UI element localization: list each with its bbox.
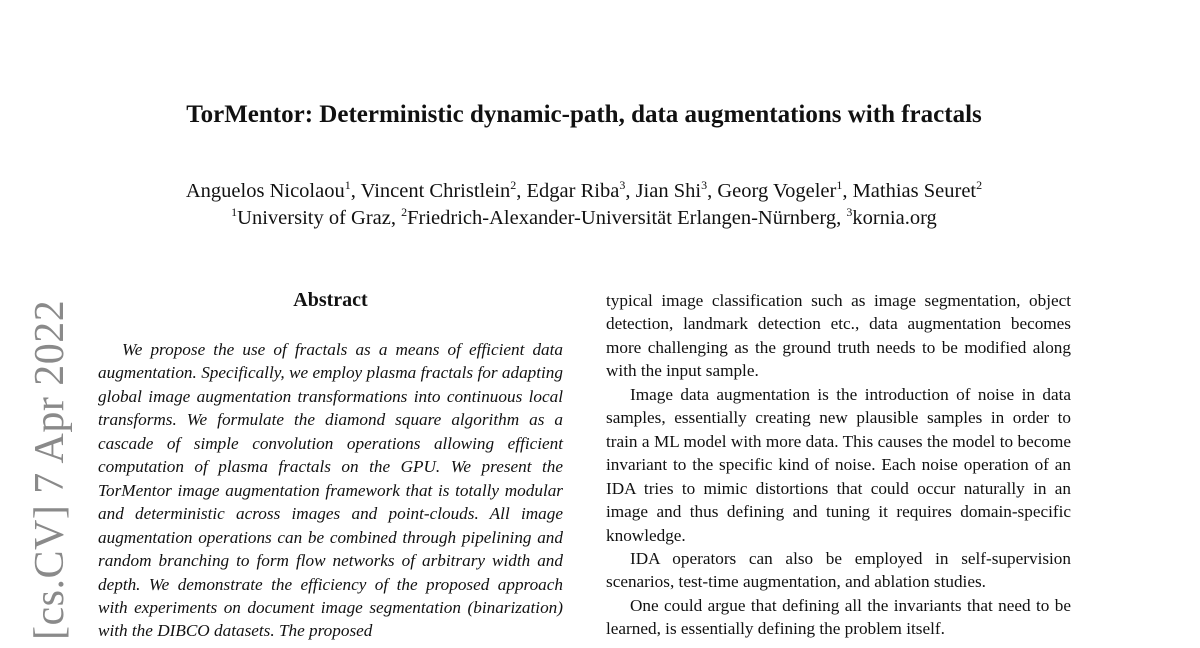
affiliation-mark: 2 bbox=[401, 205, 408, 220]
abstract-body: We propose the use of fractals as a means of efficient data augmentation. Specifically, we employ plasma fractals for adapting global image augmentation transformations into continuous local transforms. We formulate the diamond square algorithm as a cascade of simple convolution operations allowing efficient computation of plasma fractals on the GPU. We present the TorMentor image augmentation framework that is totally modular and deterministic across images and point-clouds. All image augmentation operations can be combined through pipelining and random branching to form flow networks of arbitrary width and depth. We demonstrate the efficiency of the proposed approach with experiments on document image segmentation (binarization) with the DIBCO datasets. The proposed bbox=[98, 340, 563, 641]
affiliation-name: Friedrich-Alexander-Universität Erlangen-Nürnberg bbox=[407, 207, 837, 229]
right-column bbox=[606, 289, 1071, 641]
author-name: Georg Vogeler bbox=[717, 180, 837, 202]
body-paragraph: One could argue that defining all the invariants that need to be learned, is essentially defining the problem itself. bbox=[606, 595, 1071, 639]
author-name: Edgar Riba bbox=[526, 180, 620, 202]
author-name: Vincent Christlein bbox=[360, 180, 511, 202]
affiliation-list: $^1$University of Graz, $^2$Friedrich-Alexander-Universität Erlangen-Nürnberg, $^3$kornia.org bbox=[231, 205, 937, 229]
author-name: Mathias Seuret bbox=[852, 180, 977, 202]
author-affiliation-mark: 2 bbox=[510, 178, 517, 193]
arxiv-stamp: [cs.CV] 7 Apr 2022 bbox=[27, 299, 73, 640]
affiliation-name: University of Graz bbox=[237, 207, 391, 229]
author-affiliation-mark: 1 bbox=[344, 178, 351, 193]
abstract-heading: Abstract bbox=[293, 289, 368, 311]
affiliation-mark: 3 bbox=[846, 205, 853, 220]
body-paragraph: typical image classification such as image segmentation, object detection, landmark detection etc., data augmentation becomes more challenging as the ground truth needs to be modified along with the input sample. bbox=[606, 291, 1071, 381]
affiliation-mark: 1 bbox=[231, 205, 238, 220]
affiliation-name: kornia.org bbox=[852, 207, 937, 229]
author-affiliation-mark: 2 bbox=[976, 178, 983, 193]
body-paragraph: IDA operators can also be employed in self-supervision scenarios, test-time augmentation, and ablation studies. bbox=[606, 548, 1071, 592]
author-name: Anguelos Nicolaou bbox=[185, 180, 345, 202]
body-paragraph: Image data augmentation is the introduction of noise in data samples, essentially creating new plausible samples in order to train a ML model with more data. This causes the model to become invariant to the specific kind of noise. Each noise operation of an IDA tries to mimic distortions that could occur naturally in an image and thus defining and tuning it requires domain-specific knowledge. bbox=[606, 384, 1071, 545]
author-affiliation-mark: 3 bbox=[619, 178, 626, 193]
author-affiliation-mark: 1 bbox=[836, 178, 843, 193]
author-affiliation-mark: 3 bbox=[701, 178, 708, 193]
author-name: Jian Shi bbox=[635, 180, 702, 202]
paper-title: TorMentor: Deterministic dynamic-path, data augmentations with fractals bbox=[186, 101, 982, 128]
author-list: Anguelos Nicolaou$^1$, Vincent Christlein$^2$, Edgar Riba$^3$, Jian Shi$^3$, Georg Vogeler$^1$, Mathias Seuret$^2$ bbox=[185, 178, 983, 202]
